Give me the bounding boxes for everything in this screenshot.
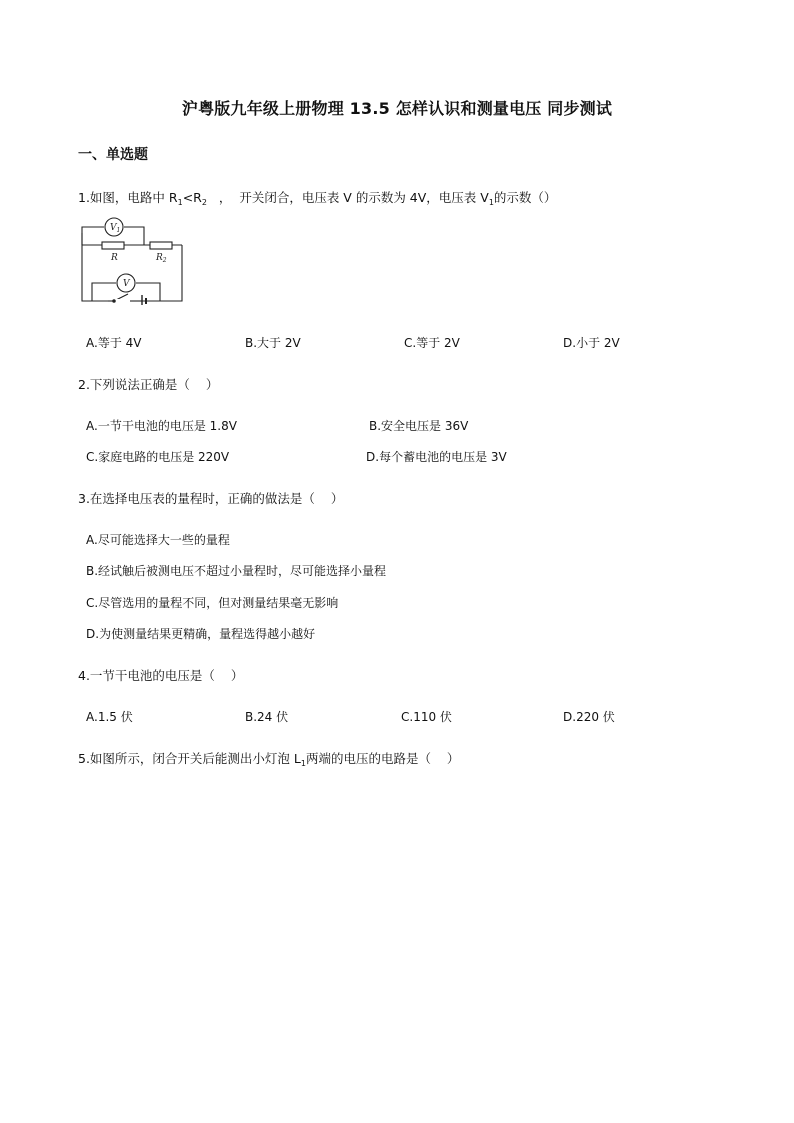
q1-option-d[interactable]: D.小于 2V bbox=[563, 336, 620, 350]
question-1-subscript-3: 1 bbox=[488, 198, 494, 207]
q3-option-a[interactable]: A.尽可能选择大一些的量程 bbox=[86, 533, 230, 547]
r1-label: R bbox=[111, 253, 118, 263]
question-3: 3.在选择电压表的量程时，正确的做法是（ ） bbox=[78, 491, 344, 506]
q4-option-d[interactable]: D.220 伏 bbox=[563, 710, 615, 724]
question-1-subscript-1: 1 bbox=[177, 198, 183, 207]
question-5-prefix: 5.如图所示，闭合开关后能测出小灯泡 L bbox=[78, 751, 301, 766]
question-1-middle: ， 开关闭合，电压表 V 的示数为 4V，电压表 V bbox=[206, 190, 489, 205]
q3-option-b[interactable]: B.经试触后被测电压不超过小量程时，尽可能选择小量程 bbox=[86, 564, 387, 578]
question-1-prefix: 1.如图，电路中 R bbox=[78, 190, 178, 205]
question-1 bbox=[78, 188, 556, 206]
q4-option-a[interactable]: A.1.5 伏 bbox=[86, 710, 133, 724]
r2-label: $R_2$ bbox=[156, 253, 167, 264]
q4-option-c[interactable]: C.110 伏 bbox=[401, 710, 452, 724]
page-title: 沪粤版九年级上册物理 13.5 怎样认识和测量电压 同步测试 bbox=[181, 99, 613, 118]
question-2: 2.下列说法正确是（ ） bbox=[78, 377, 219, 392]
q1-option-b[interactable]: B.大于 2V bbox=[245, 336, 301, 350]
q4-option-b[interactable]: B.24 伏 bbox=[245, 710, 289, 724]
q2-option-b[interactable]: B.安全电压是 36V bbox=[369, 419, 469, 433]
q2-option-c[interactable]: C.家庭电路的电压是 220V bbox=[86, 450, 230, 464]
v1-label: $V_1$ bbox=[110, 223, 121, 234]
q3-option-d[interactable]: D.为使测量结果更精确，量程选得越小越好 bbox=[86, 627, 316, 641]
question-1-suffix: 的示数（） bbox=[493, 190, 557, 205]
question-1-mid: <R bbox=[182, 190, 202, 205]
q1-option-a[interactable]: A.等于 4V bbox=[86, 336, 142, 350]
q3-option-c[interactable]: C.尽管选用的量程不同，但对测量结果毫无影响 bbox=[86, 596, 339, 610]
section-heading: 一、单选题 bbox=[78, 147, 148, 163]
q2-option-a[interactable]: A.一节干电池的电压是 1.8V bbox=[86, 419, 237, 433]
circuit-diagram bbox=[78, 213, 190, 305]
question-4: 4.一节干电池的电压是（ ） bbox=[78, 668, 244, 683]
q2-option-d[interactable]: D.每个蓄电池的电压是 3V bbox=[366, 450, 507, 464]
q1-option-c[interactable]: C.等于 2V bbox=[404, 336, 460, 350]
question-1-subscript-2: 2 bbox=[201, 198, 207, 207]
question-5 bbox=[78, 749, 459, 767]
v-label: V bbox=[123, 279, 130, 289]
question-5-subscript: 1 bbox=[300, 759, 306, 768]
question-5-suffix: 两端的电压的电路是（ ） bbox=[305, 751, 460, 766]
